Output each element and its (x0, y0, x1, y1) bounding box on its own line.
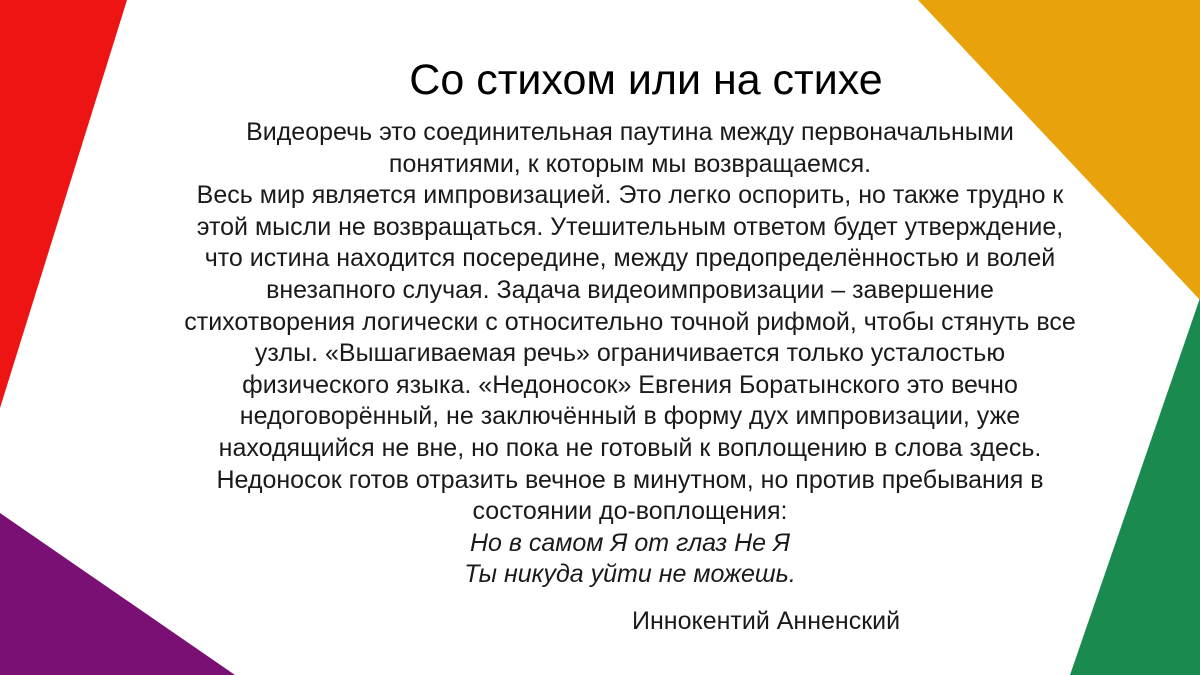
verse-line: Ты никуда уйти не можешь. (464, 560, 796, 589)
paragraph-line: состоянии до-воплощения: (472, 497, 788, 526)
verse-line: Но в самом Я от глаз Не Я (469, 528, 791, 557)
paragraph-line: этой мысли не возвращаться. Утешительным ответом будет утверждение, (196, 212, 1064, 241)
body-text (0, 117, 1200, 591)
paragraph-line: физического языка. «Недоносок» Евгения Боратынского это вечно (242, 370, 1018, 399)
paragraph-line: стихотворения логически с относительно точной рифмой, чтобы стянуть все (184, 307, 1076, 336)
slide-title: Со стихом или на стихе (409, 56, 883, 104)
paragraph-line: что истина находится посередине, между предопределённостью и волей (204, 244, 1056, 273)
paragraph-line: понятиями, к которым мы возвращаемся. (388, 149, 872, 178)
paragraph-line: недоговорённый, не заключённый в форму дух импровизации, уже (239, 402, 1021, 431)
paragraph-line: узлы. «Вышагиваемая речь» ограничивается только усталостью (254, 339, 1006, 368)
paragraph-line: находящийся не вне, но пока не готовый к воплощению в слова здесь. (218, 433, 1042, 462)
paragraph-line: Недоносок готов отразить вечное в минутном, но против пребывания в (216, 465, 1044, 494)
paragraph-line: Видеоречь это соединительная паутина между первоначальными (246, 118, 1014, 146)
paragraph-line: Весь мир является импровизацией. Это легко оспорить, но также трудно к (196, 181, 1064, 210)
paragraph-line: внезапного случая. Задача видеоимпровизации – завершение (266, 275, 994, 304)
quote-author: Иннокентий Анненский (632, 607, 901, 635)
